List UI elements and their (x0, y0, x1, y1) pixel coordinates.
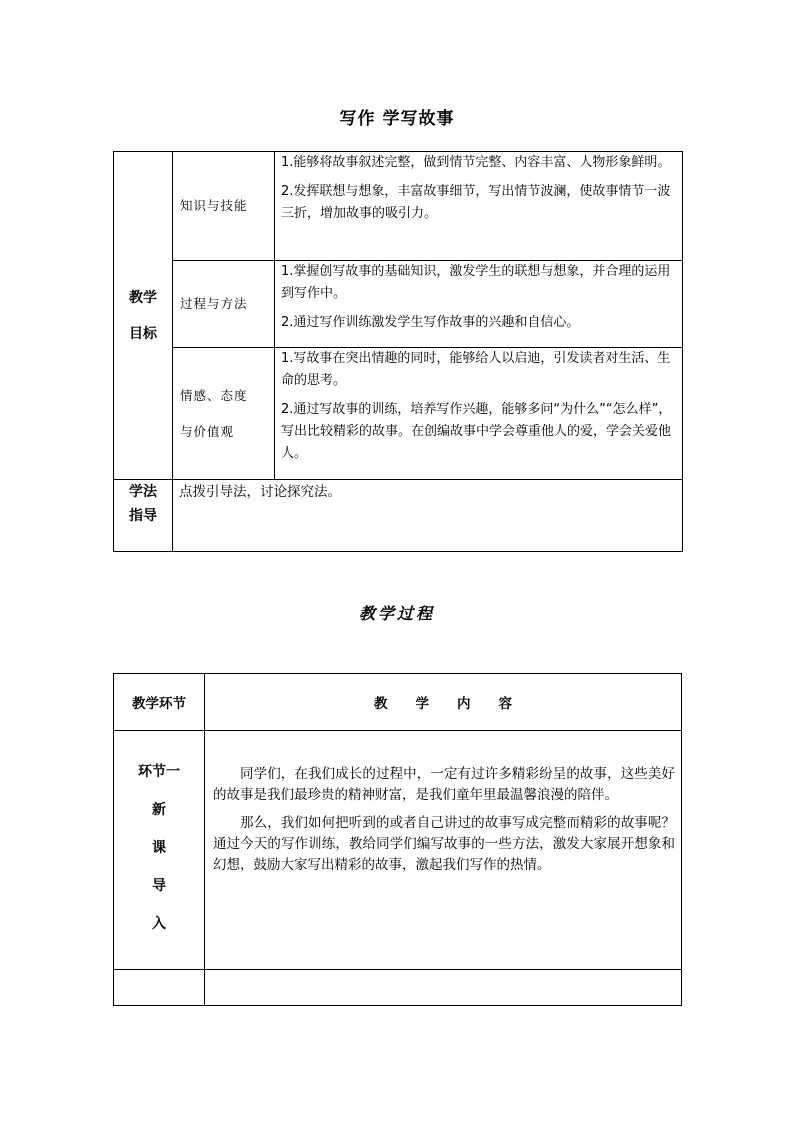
goal-item: 2.通过写作训练激发学生写作故事的兴趣和自信心。 (281, 315, 580, 330)
emotion-values-label: 情感、态度 与价值观 (173, 348, 275, 480)
knowledge-skills-goals (275, 152, 683, 261)
goal-item: 2.发挥联想与想象，丰富故事细节，写出情节波澜，使故事情节一波三折，增加故事的吸引力。 (281, 184, 671, 221)
objectives-main-label-line1: 教学 (129, 289, 157, 306)
objectives-table (113, 151, 683, 552)
objectives-main-label-line2: 目标 (129, 325, 157, 342)
method-text: 点拨引导法，讨论探究法。 (173, 480, 683, 552)
process-method-goals (275, 261, 683, 348)
objective-row-process (114, 261, 683, 348)
process-table (113, 673, 682, 1006)
objective-row-emotion (114, 348, 683, 480)
header-stage: 教学环节 (114, 674, 205, 731)
stage-number: 环节一 (138, 764, 180, 780)
goal-item: 1.写故事在突出情趣的同时，能够给人以启迪，引发读者对生活、生命的思考。 (281, 351, 671, 388)
stage-name-char: 入 (152, 916, 166, 932)
document-title: 写作 学写故事 (339, 109, 455, 129)
emotion-values-goals (275, 348, 683, 480)
process-method-label: 过程与方法 (173, 261, 275, 348)
header-content: 教学内容 (205, 674, 682, 731)
stage-name-char: 课 (152, 840, 166, 856)
empty-row (114, 970, 682, 1006)
goal-item: 1.掌握创写故事的基础知识，激发学生的联想与想象，并合理的运用到写作中。 (281, 264, 671, 301)
stage-name-char: 导 (152, 878, 166, 894)
stage-paragraph: 那么，我们如何把听到的或者自己讲过的故事写成完整而精彩的故事呢？通过今天的写作训练，教给同学们编写故事的一些方法，激发大家展开想象和幻想，鼓励大家写出精彩的故事，激起我们写作的热情。 (213, 815, 675, 873)
empty-cell (114, 970, 205, 1006)
method-row (114, 480, 683, 552)
method-label: 学法 指导 (114, 480, 173, 552)
goal-item: 1.能够将故事叙述完整，做到情节完整、内容丰富、人物形象鲜明。 (281, 155, 671, 170)
goal-item: 2.通过写故事的训练，培养写作兴趣，能够多问“为什么”“怎么样”，写出比较精彩的故事。在创编故事中学会尊重他人的爱，学会关爱他人。 (281, 402, 672, 461)
process-header-row (114, 674, 682, 731)
stage-paragraph: 同学们，在我们成长的过程中，一定有过许多精彩纷呈的故事，这些美好的故事是我们最珍贵的精神财富，是我们童年里最温馨浪漫的陪伴。 (213, 766, 675, 803)
objectives-main-label (114, 152, 173, 480)
stage-label (114, 731, 205, 970)
knowledge-skills-label: 知识与技能 (173, 152, 275, 261)
stage-name-char: 新 (152, 802, 166, 818)
stage-row (114, 731, 682, 970)
process-title: 教学过程 (358, 604, 435, 623)
stage-content (205, 731, 682, 970)
objective-row-knowledge (114, 152, 683, 261)
empty-cell (205, 970, 682, 1006)
